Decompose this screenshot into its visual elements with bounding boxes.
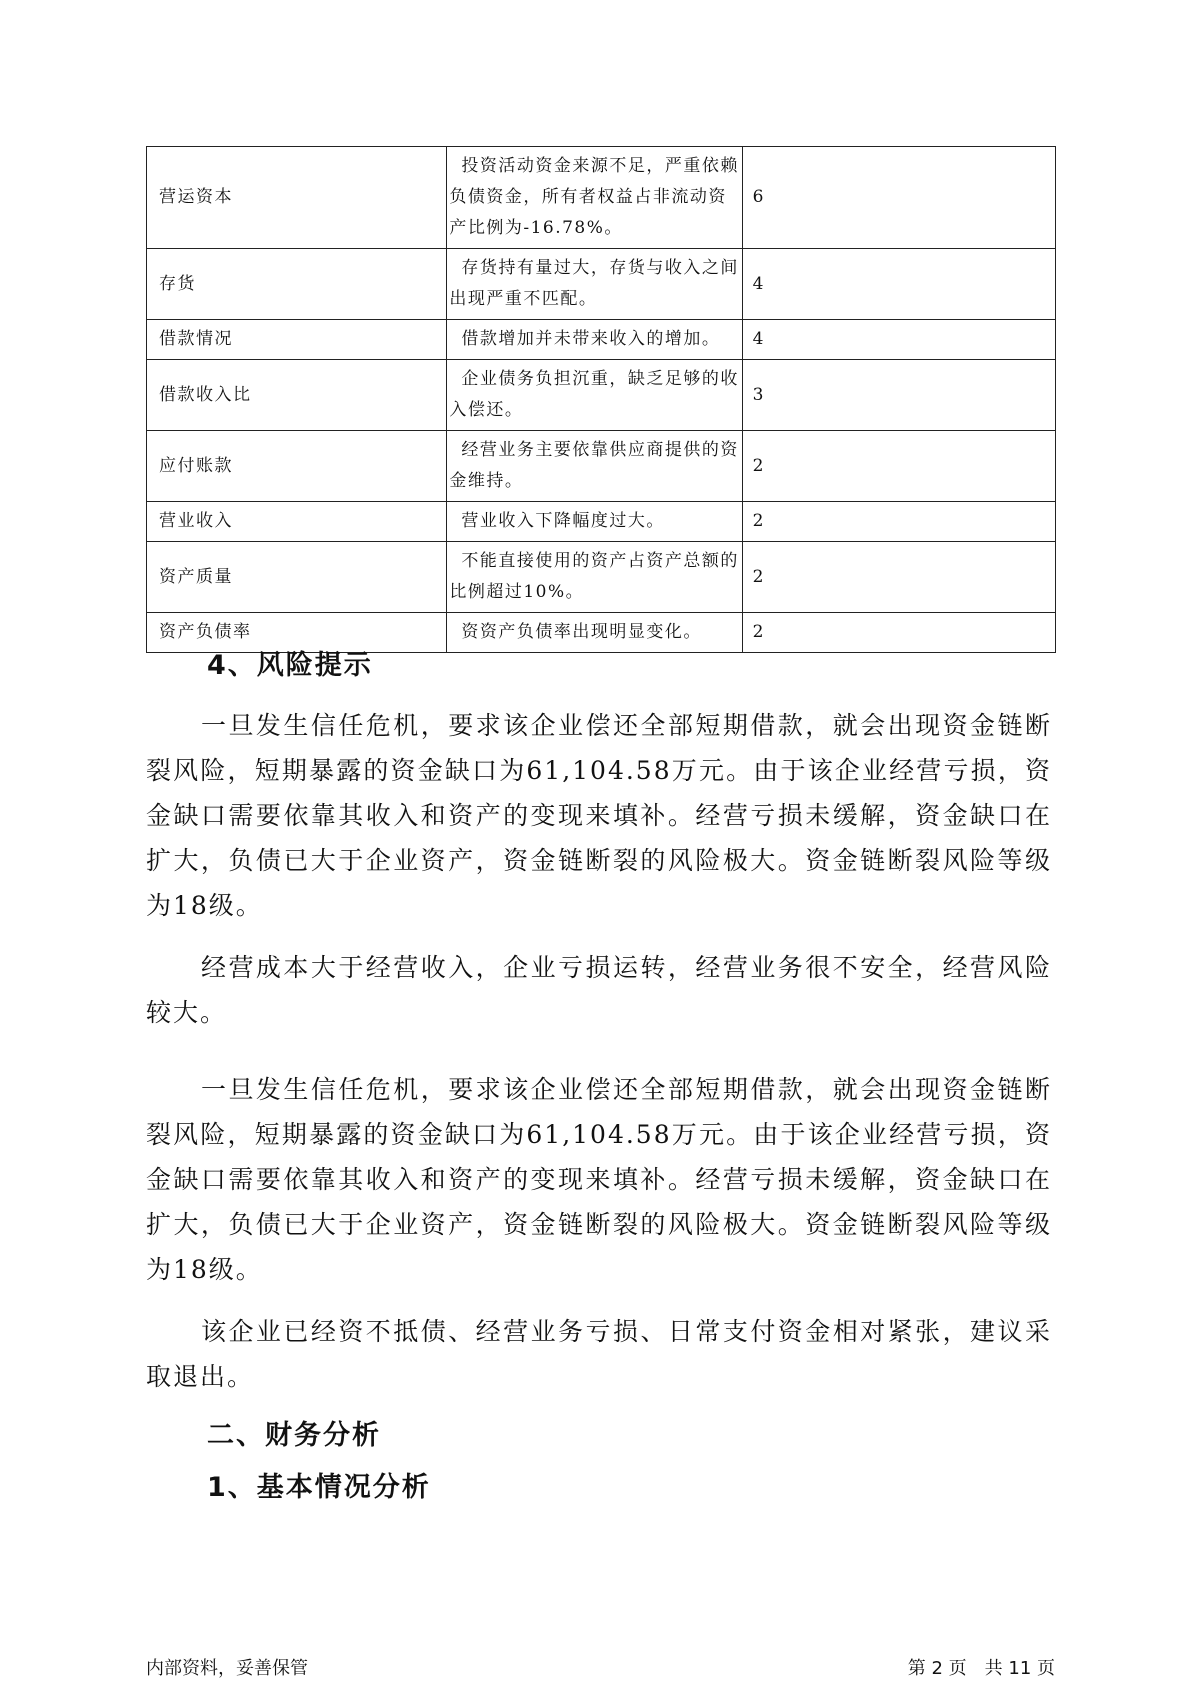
table-row: [147, 431, 1056, 502]
indicator-name: 借款收入比: [147, 360, 447, 431]
section-heading-risk-warning: 4、风险提示: [207, 650, 373, 681]
indicator-description: 营业收入下降幅度过大。: [447, 502, 742, 542]
table-row: [147, 147, 1056, 249]
indicator-name: 营业收入: [147, 502, 447, 542]
indicator-score: 6: [742, 147, 1055, 249]
indicator-score: 2: [742, 613, 1055, 653]
paragraph: 一旦发生信任危机，要求该企业偿还全部短期借款，就会出现资金链断裂风险，短期暴露的资金缺口为61,104.58万元。由于该企业经营亏损，资金缺口需要依靠其收入和资产的变现来填补。经营亏损未缓解，资金缺口在扩大，负债已大于企业资产，资金链断裂的风险极大。资金链断裂风险等级为18级。: [146, 1075, 1052, 1284]
section-heading-financial-analysis: 二、财务分析: [207, 1420, 381, 1451]
footer-confidential-note: 内部资料，妥善保管: [146, 1658, 308, 1679]
indicator-name: 借款情况: [147, 320, 447, 360]
paragraph: 一旦发生信任危机，要求该企业偿还全部短期借款，就会出现资金链断裂风险，短期暴露的资金缺口为61,104.58万元。由于该企业经营亏损，资金缺口需要依靠其收入和资产的变现来填补。经营亏损未缓解，资金缺口在扩大，负债已大于企业资产，资金链断裂的风险极大。资金链断裂风险等级为18级。: [146, 711, 1052, 920]
table-row: [147, 360, 1056, 431]
indicator-name: 资产质量: [147, 542, 447, 613]
indicator-name: 资产负债率: [147, 613, 447, 653]
indicator-score: 4: [742, 320, 1055, 360]
footer-page-number: 第 2 页 共 11 页: [907, 1658, 1055, 1679]
indicator-description: 企业债务负担沉重，缺乏足够的收入偿还。: [447, 360, 742, 431]
subsection-heading-basic-analysis: 1、基本情况分析: [207, 1472, 431, 1503]
table-row: [147, 502, 1056, 542]
indicator-name: 存货: [147, 249, 447, 320]
table-row: [147, 542, 1056, 613]
table-row: [147, 249, 1056, 320]
indicator-description: 资资产负债率出现明显变化。: [447, 613, 742, 653]
indicator-description: 投资活动资金来源不足，严重依赖负债资金，所有者权益占非流动资产比例为-16.78%。: [447, 147, 742, 249]
indicator-score: 2: [742, 502, 1055, 542]
paragraph: 经营成本大于经营收入，企业亏损运转，经营业务很不安全，经营风险较大。: [146, 953, 1052, 1027]
risk-indicator-table: [146, 146, 1056, 653]
indicator-score: 4: [742, 249, 1055, 320]
indicator-score: 2: [742, 542, 1055, 613]
paragraph: 该企业已经资不抵债、经营业务亏损、日常支付资金相对紧张，建议采取退出。: [146, 1317, 1052, 1391]
indicator-description: 存货持有量过大，存货与收入之间出现严重不匹配。: [447, 249, 742, 320]
indicator-name: 营运资本: [147, 147, 447, 249]
indicator-name: 应付账款: [147, 431, 447, 502]
indicator-score: 3: [742, 360, 1055, 431]
table-row: [147, 320, 1056, 360]
indicator-description: 不能直接使用的资产占资产总额的比例超过10%。: [447, 542, 742, 613]
indicator-score: 2: [742, 431, 1055, 502]
indicator-description: 经营业务主要依靠供应商提供的资金维持。: [447, 431, 742, 502]
indicator-description: 借款增加并未带来收入的增加。: [447, 320, 742, 360]
